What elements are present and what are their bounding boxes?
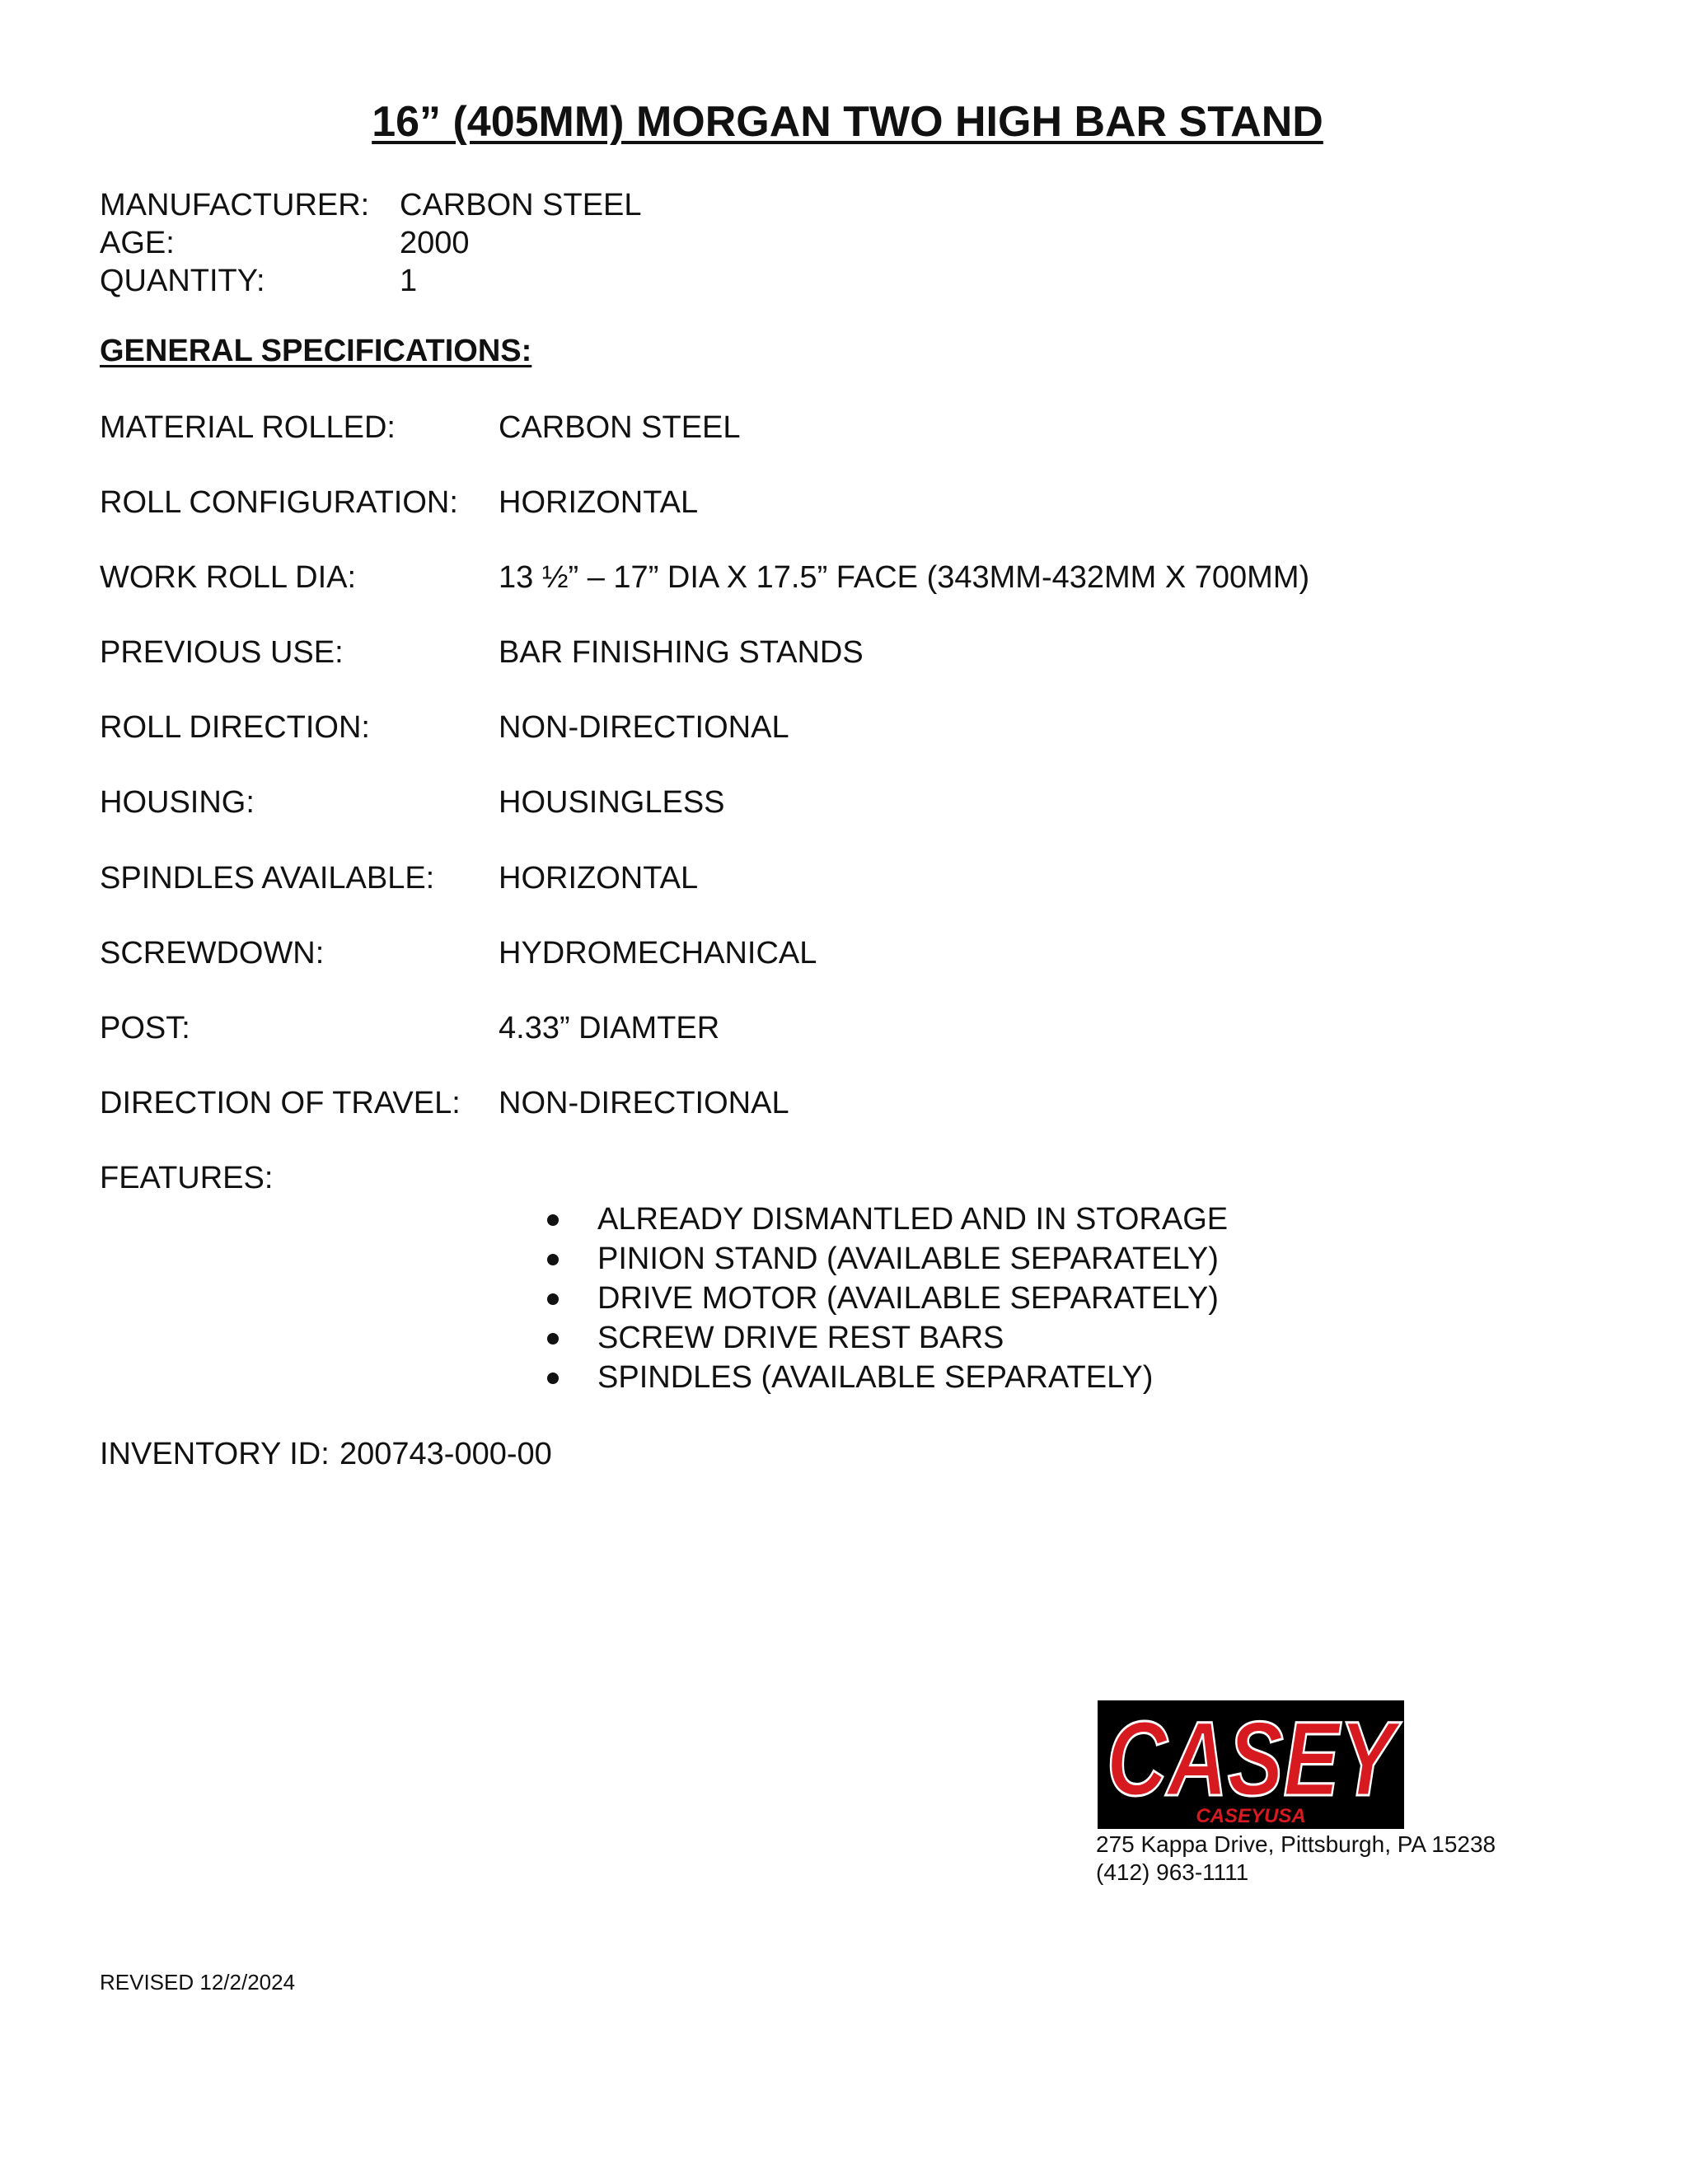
feature-item: DRIVE MOTOR (AVAILABLE SEPARATELY): [597, 1281, 1219, 1316]
bullet-icon: [547, 1293, 559, 1305]
logo-subtext: CASEYUSA: [1196, 1805, 1306, 1827]
inventory-label: INVENTORY ID:: [100, 1437, 330, 1471]
info-value-manufacturer: CARBON STEEL: [400, 188, 642, 222]
casey-logo-graphic: [1098, 1700, 1404, 1829]
spec-label: ROLL CONFIGURATION:: [100, 485, 458, 520]
info-label-manufacturer: MANUFACTURER:: [100, 188, 370, 222]
bullet-icon: [547, 1333, 559, 1345]
info-label-quantity: QUANTITY:: [100, 264, 265, 298]
feature-item: ALREADY DISMANTLED AND IN STORAGE: [597, 1202, 1229, 1237]
feature-item: SPINDLES (AVAILABLE SEPARATELY): [597, 1360, 1154, 1395]
bullet-icon: [547, 1373, 559, 1384]
document-title: 16” (405MM) MORGAN TWO HIGH BAR STAND: [372, 98, 1323, 146]
spec-label: WORK ROLL DIA:: [100, 560, 357, 595]
spec-label: SCREWDOWN:: [100, 936, 325, 970]
features-label: FEATURES:: [100, 1161, 274, 1195]
spec-label: SPINDLES AVAILABLE:: [100, 861, 435, 896]
bullet-icon: [547, 1214, 559, 1226]
info-value-quantity: 1: [400, 264, 418, 298]
company-phone: (412) 963-1111: [1096, 1859, 1249, 1885]
spec-value: HYDROMECHANICAL: [499, 936, 817, 970]
inventory-value: 200743-000-00: [339, 1437, 552, 1471]
spec-label: ROLL DIRECTION:: [100, 710, 370, 745]
spec-value: HORIZONTAL: [499, 861, 699, 896]
info-label-age: AGE:: [100, 226, 175, 260]
spec-value: 4.33” DIAMTER: [499, 1011, 720, 1045]
spec-value: NON-DIRECTIONAL: [499, 1086, 789, 1120]
general-specifications-heading: GENERAL SPECIFICATIONS:: [100, 334, 532, 368]
spec-value: NON-DIRECTIONAL: [499, 710, 789, 745]
casey-logo: [1098, 1700, 1404, 1829]
company-address: 275 Kappa Drive, Pittsburgh, PA 15238: [1096, 1831, 1496, 1857]
feature-item: SCREW DRIVE REST BARS: [597, 1321, 1004, 1355]
spec-label: DIRECTION OF TRAVEL:: [100, 1086, 461, 1120]
bullet-icon: [547, 1254, 559, 1265]
info-value-age: 2000: [400, 226, 470, 260]
logo-wordmark: CASEY: [1107, 1700, 1402, 1818]
spec-value: HOUSINGLESS: [499, 785, 725, 820]
spec-value: CARBON STEEL: [499, 410, 741, 445]
spec-value: HORIZONTAL: [499, 485, 699, 520]
spec-label: MATERIAL ROLLED:: [100, 410, 396, 445]
spec-label: POST:: [100, 1011, 190, 1045]
spec-label: HOUSING:: [100, 785, 255, 820]
spec-label: PREVIOUS USE:: [100, 635, 344, 670]
spec-value: BAR FINISHING STANDS: [499, 635, 864, 670]
feature-item: PINION STAND (AVAILABLE SEPARATELY): [597, 1242, 1219, 1276]
spec-value: 13 ½” – 17” DIA X 17.5” FACE (343MM-432MM X 700MM): [499, 560, 1310, 595]
revised-date: REVISED 12/2/2024: [100, 1970, 296, 1995]
